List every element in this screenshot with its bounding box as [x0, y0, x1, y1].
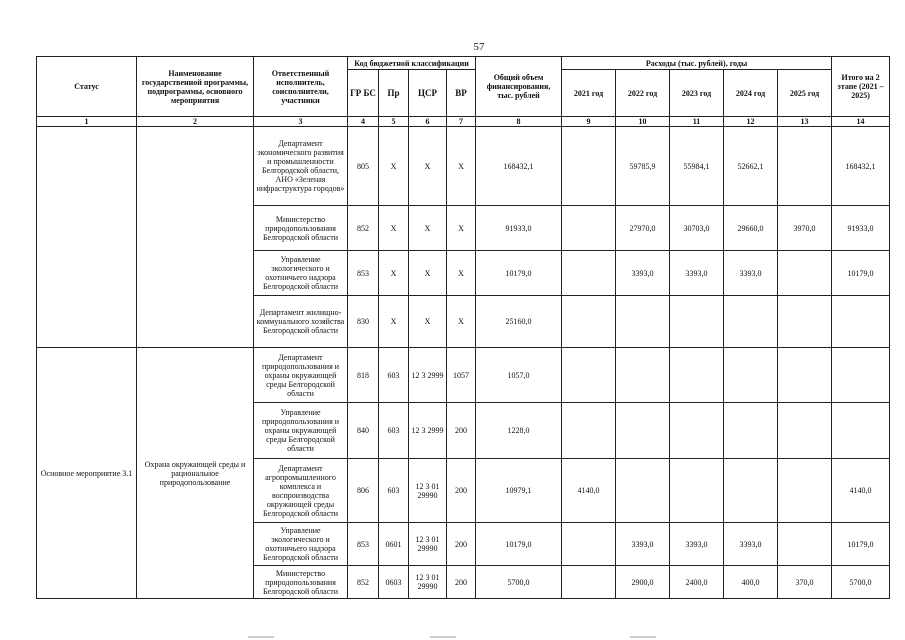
csr-cell: 12 3 01 29990: [409, 459, 447, 523]
executor-cell: Управление экологического и охотничьего надзора Белгородской области: [254, 251, 348, 296]
y2023-cell: 30703,0: [670, 206, 724, 251]
column-number: 8: [476, 117, 562, 127]
pr-cell: X: [379, 251, 409, 296]
vr-cell: 1057: [447, 348, 476, 403]
header-y2025: 2025 год: [778, 70, 832, 117]
budget-table: [36, 56, 890, 599]
grbs-cell: 805: [348, 127, 379, 206]
y2023-cell: [670, 348, 724, 403]
y2022-cell: [616, 403, 670, 459]
pr-cell: X: [379, 206, 409, 251]
vr-cell: 200: [447, 523, 476, 566]
column-number-row: [37, 117, 890, 127]
vr-cell: 200: [447, 403, 476, 459]
stage-total-cell: 168432,1: [832, 127, 890, 206]
column-number: 2: [137, 117, 254, 127]
y2023-cell: [670, 403, 724, 459]
stage-total-cell: 10179,0: [832, 251, 890, 296]
stage-total-cell: [832, 403, 890, 459]
grbs-cell: 852: [348, 566, 379, 599]
table-row: [37, 348, 890, 403]
y2021-cell: [562, 403, 616, 459]
vr-cell: 200: [447, 566, 476, 599]
y2024-cell: 52662,1: [724, 127, 778, 206]
total-cell: 1057,0: [476, 348, 562, 403]
header-name: Наименование государственной программы, подпрограммы, основного мероприятия: [137, 57, 254, 117]
executor-cell: Департамент агропромышленного комплекса и воспроизводства окружающей среды Белгородской области: [254, 459, 348, 523]
y2023-cell: 3393,0: [670, 251, 724, 296]
header-csr: ЦСР: [409, 70, 447, 117]
header-y2024: 2024 год: [724, 70, 778, 117]
table-row: [37, 127, 890, 206]
y2021-cell: [562, 523, 616, 566]
y2025-cell: [778, 523, 832, 566]
csr-cell: 12 3 2999: [409, 403, 447, 459]
total-cell: 1228,0: [476, 403, 562, 459]
column-number: 9: [562, 117, 616, 127]
y2024-cell: 3393,0: [724, 523, 778, 566]
header-grbs: ГР БС: [348, 70, 379, 117]
grbs-cell: 806: [348, 459, 379, 523]
executor-cell: Министерство природопользования Белгородской области: [254, 566, 348, 599]
header-y2021: 2021 год: [562, 70, 616, 117]
header-expenses-group: Расходы (тыс. рублей), годы: [562, 57, 832, 70]
header-executor: Ответственный исполнитель, соисполнители, участники: [254, 57, 348, 117]
pr-cell: 603: [379, 348, 409, 403]
total-cell: 10979,1: [476, 459, 562, 523]
header-y2022: 2022 год: [616, 70, 670, 117]
grbs-cell: 853: [348, 523, 379, 566]
total-cell: 168432,1: [476, 127, 562, 206]
y2025-cell: [778, 296, 832, 348]
header-stage-total: Итого на 2 этапе (2021 – 2025): [832, 57, 890, 117]
column-number: 14: [832, 117, 890, 127]
total-cell: 10179,0: [476, 523, 562, 566]
stage-total-cell: 5700,0: [832, 566, 890, 599]
y2021-cell: 4140,0: [562, 459, 616, 523]
column-number: 4: [348, 117, 379, 127]
grbs-cell: 830: [348, 296, 379, 348]
grbs-cell: 852: [348, 206, 379, 251]
y2021-cell: [562, 206, 616, 251]
column-number: 5: [379, 117, 409, 127]
y2022-cell: [616, 348, 670, 403]
y2025-cell: [778, 251, 832, 296]
y2021-cell: [562, 348, 616, 403]
y2025-cell: [778, 459, 832, 523]
stage-total-cell: [832, 348, 890, 403]
header-status: Статус: [37, 57, 137, 117]
total-cell: 10179,0: [476, 251, 562, 296]
executor-cell: Министерство природопользования Белгородской области: [254, 206, 348, 251]
y2022-cell: 59785,9: [616, 127, 670, 206]
executor-cell: Управление природопользования и охраны окружающей среды Белгородской области: [254, 403, 348, 459]
executor-cell: Управление экологического и охотничьего надзора Белгородской области: [254, 523, 348, 566]
y2023-cell: 2400,0: [670, 566, 724, 599]
pr-cell: 0603: [379, 566, 409, 599]
grbs-cell: 818: [348, 348, 379, 403]
pr-cell: X: [379, 296, 409, 348]
event-name-cell: Охрана окружающей среды и рациональное природопользование: [137, 348, 254, 599]
y2023-cell: [670, 459, 724, 523]
executor-cell: Департамент жилищно-коммунального хозяйства Белгородской области: [254, 296, 348, 348]
csr-cell: 12 3 01 29990: [409, 566, 447, 599]
csr-cell: 12 3 2999: [409, 348, 447, 403]
executor-cell: Департамент экономического развития и промышленности Белгородской области, АНО «Зеленая инфраструктура городов»: [254, 127, 348, 206]
csr-cell: 12 3 01 29990: [409, 523, 447, 566]
vr-cell: X: [447, 206, 476, 251]
scan-edge-mark: [248, 636, 274, 638]
y2024-cell: 3393,0: [724, 251, 778, 296]
pr-cell: X: [379, 127, 409, 206]
column-number: 7: [447, 117, 476, 127]
y2025-cell: [778, 403, 832, 459]
pr-cell: 603: [379, 403, 409, 459]
scan-edge-mark: [630, 636, 656, 638]
y2022-cell: 3393,0: [616, 251, 670, 296]
y2025-cell: 370,0: [778, 566, 832, 599]
column-number: 11: [670, 117, 724, 127]
total-cell: 25160,0: [476, 296, 562, 348]
y2023-cell: 3393,0: [670, 523, 724, 566]
csr-cell: X: [409, 206, 447, 251]
y2025-cell: 3970,0: [778, 206, 832, 251]
total-cell: 5700,0: [476, 566, 562, 599]
csr-cell: X: [409, 251, 447, 296]
column-number: 10: [616, 117, 670, 127]
y2021-cell: [562, 127, 616, 206]
y2025-cell: [778, 127, 832, 206]
csr-cell: X: [409, 127, 447, 206]
vr-cell: 200: [447, 459, 476, 523]
total-cell: 91933,0: [476, 206, 562, 251]
header-code-group: Код бюджетной классификации: [348, 57, 476, 70]
y2022-cell: [616, 296, 670, 348]
y2022-cell: 27970,0: [616, 206, 670, 251]
scan-edge-mark: [430, 636, 456, 638]
grbs-cell: 840: [348, 403, 379, 459]
grbs-cell: 853: [348, 251, 379, 296]
y2023-cell: [670, 296, 724, 348]
pr-cell: 603: [379, 459, 409, 523]
header-pr: Пр: [379, 70, 409, 117]
stage-total-cell: [832, 296, 890, 348]
y2021-cell: [562, 296, 616, 348]
y2024-cell: 400,0: [724, 566, 778, 599]
column-number: 3: [254, 117, 348, 127]
y2022-cell: 2900,0: [616, 566, 670, 599]
y2025-cell: [778, 348, 832, 403]
vr-cell: X: [447, 127, 476, 206]
stage-total-cell: 10179,0: [832, 523, 890, 566]
column-number: 1: [37, 117, 137, 127]
stage-total-cell: 91933,0: [832, 206, 890, 251]
y2024-cell: [724, 348, 778, 403]
column-number: 13: [778, 117, 832, 127]
name-cell-empty: [137, 127, 254, 348]
y2024-cell: [724, 296, 778, 348]
y2024-cell: 29660,0: [724, 206, 778, 251]
vr-cell: X: [447, 296, 476, 348]
status-cell-empty: [37, 127, 137, 348]
header-total: Общий объем финансирования, тыс. рублей: [476, 57, 562, 117]
y2024-cell: [724, 403, 778, 459]
y2023-cell: 55984,1: [670, 127, 724, 206]
stage-total-cell: 4140,0: [832, 459, 890, 523]
y2024-cell: [724, 459, 778, 523]
executor-cell: Департамент природопользования и охраны окружающей среды Белгородской области: [254, 348, 348, 403]
header-vr: ВР: [447, 70, 476, 117]
page-number: 57: [473, 41, 485, 53]
pr-cell: 0601: [379, 523, 409, 566]
y2022-cell: [616, 459, 670, 523]
header-y2023: 2023 год: [670, 70, 724, 117]
y2021-cell: [562, 566, 616, 599]
column-number: 6: [409, 117, 447, 127]
vr-cell: X: [447, 251, 476, 296]
y2022-cell: 3393,0: [616, 523, 670, 566]
y2021-cell: [562, 251, 616, 296]
status-cell: Основное мероприятие 3.1: [37, 348, 137, 599]
column-number: 12: [724, 117, 778, 127]
csr-cell: X: [409, 296, 447, 348]
